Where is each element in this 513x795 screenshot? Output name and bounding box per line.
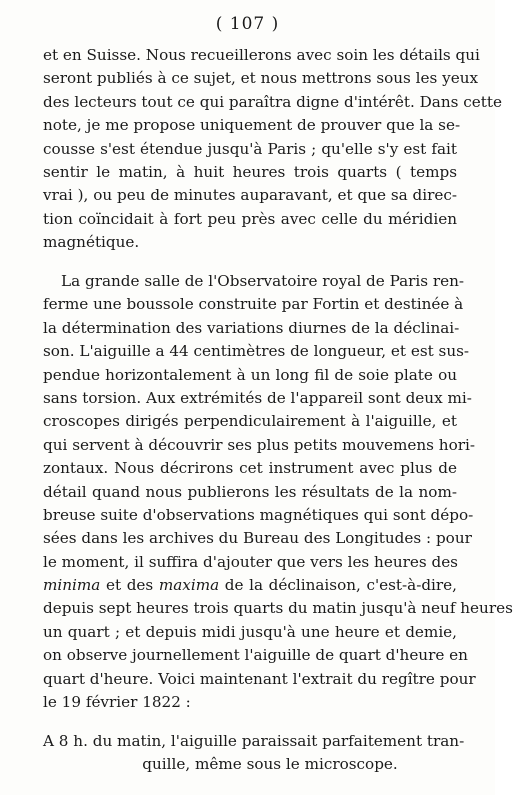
italic-term: minima xyxy=(43,576,101,595)
text-line: quille, même sous le microscope. xyxy=(142,755,398,774)
text-line: vrai ), ou peu de minutes auparavant, et que sa direc- xyxy=(43,186,457,205)
italic-term: maxima xyxy=(158,576,220,595)
text-line: des lecteurs tout ce qui paraîtra digne d'intérêt. Dans cette xyxy=(43,92,502,111)
text-line: sans torsion. Aux extrémités de l'appareil sont deux mi- xyxy=(43,388,472,407)
paragraph-1 xyxy=(43,44,502,255)
text-line: la détermination des variations diurnes de la déclinai- xyxy=(43,318,460,337)
text-line: zontaux. Nous décrirons cet instrument avec plus de xyxy=(43,459,457,478)
text-line: seront publiés à ce sujet, et nous mettrons sous les yeux xyxy=(43,69,479,88)
text-line: breuse suite d'observations magnétiques qui sont dépo- xyxy=(43,505,474,524)
text-line: le 19 février 1822 : xyxy=(43,693,191,712)
text-segment: de la déclinaison, c'est-à-dire, xyxy=(219,576,457,595)
text-line: depuis sept heures trois quarts du matin jusqu'à neuf heures xyxy=(43,599,513,618)
text-line: note, je me propose uniquement de prouver que la se- xyxy=(43,116,461,135)
text-line: détail quand nous publierons les résultats de la nom- xyxy=(43,482,457,501)
text-line: magnétique. xyxy=(43,233,140,252)
text-line: cousse s'est étendue jusqu'à Paris ; qu'elle s'y est fait xyxy=(43,139,457,158)
text-line: qui servent à découvrir ses plus petits mouvemens hori- xyxy=(43,435,475,454)
text-line: sentir le matin, à huit heures trois quarts ( temps xyxy=(43,162,457,181)
text-line: le moment, il suffira d'ajouter que vers les heures des xyxy=(43,552,458,571)
text-line: croscopes dirigés perpendiculairement à l'aiguille, et xyxy=(43,412,457,431)
text-line: et en Suisse. Nous recueillerons avec soin les détails qui xyxy=(43,46,480,64)
text-segment: et des xyxy=(100,576,159,595)
page-number: ( 107 ) xyxy=(215,14,280,34)
text-line: un quart ; et depuis midi jusqu'à une heure et demie, xyxy=(43,622,457,641)
text-line: sées dans les archives du Bureau des Longitudes : pour xyxy=(43,529,472,548)
text-line: ferme une boussole construite par Fortin et destinée à xyxy=(43,295,464,314)
text-line: quart d'heure. Voici maintenant l'extrait du regître pour xyxy=(43,669,476,688)
paragraph-3 xyxy=(43,730,465,777)
text-line: on observe journellement l'aiguille de quart d'heure en xyxy=(43,646,468,665)
text-line: La grande salle de l'Observatoire royal de Paris ren- xyxy=(61,272,465,290)
text-line: son. L'aiguille a 44 centimètres de longueur, et est sus- xyxy=(43,342,470,361)
text-line: A 8 h. du matin, l'aiguille paraissait parfaitement tran- xyxy=(43,732,465,750)
paragraph-2 xyxy=(43,270,513,714)
text-line: tion coïncidait à fort peu près avec celle du méridien xyxy=(43,209,457,228)
text-line-with-italics xyxy=(43,574,457,597)
text-line: pendue horizontalement à un long fil de soie plate ou xyxy=(43,365,457,384)
